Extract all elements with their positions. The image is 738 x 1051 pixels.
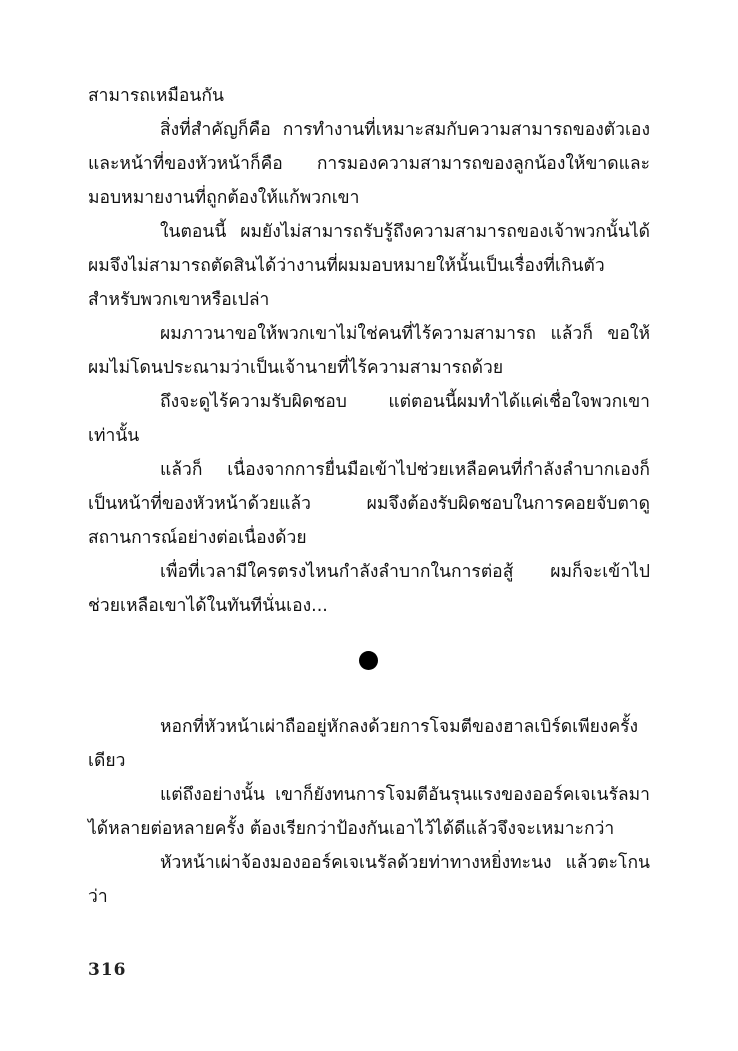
paragraph-2: สิ่งที่สำคัญก็คือ การทำงานที่เหมาะสมกับความสามารถของตัวเอง และหน้าที่ของหัวหน้าก็คือ การมองความสามารถของลูกน้องให้ขาดและมอบหมายงานที่ถูกต้องให้แก้พวกเขา bbox=[88, 120, 650, 208]
paragraph-10: หัวหน้าเผ่าจ้องมองออร์คเจเนรัลด้วยท่าทางหยิ่งทะนง แล้วตะโกนว่า bbox=[88, 853, 650, 907]
paragraph-8: หอกที่หัวหน้าเผ่าถืออยู่หักลงด้วยการโจมตีของฮาลเบิร์ดเพียงครั้งเดียว bbox=[88, 717, 639, 771]
text-section-before-break bbox=[88, 79, 650, 623]
paragraph-3: ในตอนนี้ ผมยังไม่สามารถรับรู้ถึงความสามารถของเจ้าพวกนั้นได้ ผมจึงไม่สามารถตัดสินได้ว่างานที่ผมมอบหมายให้นั้นเป็นเรื่องที่เกินตัวสำหรับพวกเขาหรือเปล่า bbox=[88, 222, 650, 310]
page-number: 316 bbox=[88, 960, 127, 980]
paragraph-7: เพื่อที่เวลามีใครตรงไหนกำลังลำบากในการต่อสู้ ผมก็จะเข้าไปช่วยเหลือเขาได้ในทันทีนั่นเอง... bbox=[88, 562, 650, 616]
text-section-after-break bbox=[88, 710, 650, 914]
paragraph-5: ถึงจะดูไร้ความรับผิดชอบ แต่ตอนนี้ผมทำได้แค่เชื่อใจพวกเขาเท่านั้น bbox=[88, 392, 650, 446]
paragraph-1: สามารถเหมือนกัน bbox=[88, 86, 224, 106]
scene-break-dot bbox=[359, 651, 378, 670]
paragraph-9: แต่ถึงอย่างนั้น เขาก็ยังทนการโจมตีอันรุนแรงของออร์คเจเนรัลมาได้หลายต่อหลายครั้ง ต้องเรียกว่าป้องกันเอาไว้ได้ดีแล้วจึงจะเหมาะกว่า bbox=[88, 785, 650, 839]
paragraph-6: แล้วก็ เนื่องจากการยื่นมือเข้าไปช่วยเหลือคนที่กำลังลำบากเองก็เป็นหน้าที่ของหัวหน้าด้วยแล้ว ผมจึงต้องรับผิดชอบในการคอยจับตาดูสถานการณ์อย่างต่อเนื่องด้วย bbox=[88, 460, 650, 548]
paragraph-4: ผมภาวนาขอให้พวกเขาไม่ใช่คนที่ไร้ความสามารถ แล้วก็ ขอให้ผมไม่โดนประณามว่าเป็นเจ้านายที่ไร้ความสามารถด้วย bbox=[88, 324, 650, 378]
